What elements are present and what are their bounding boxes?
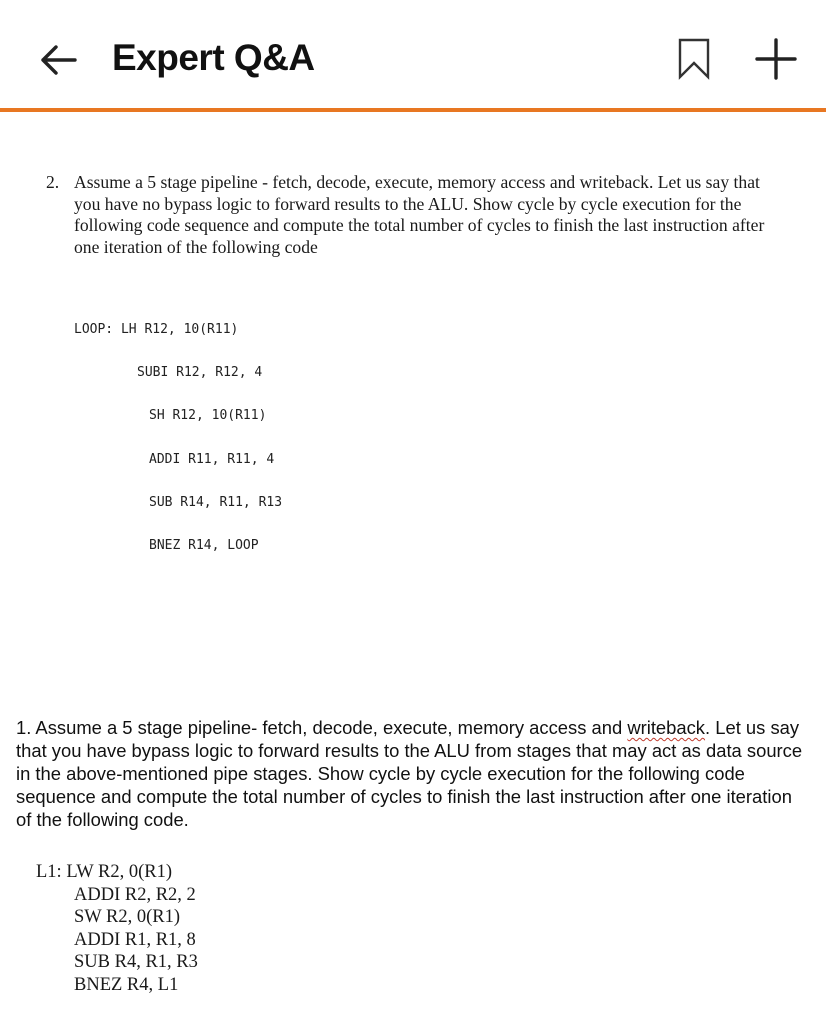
code-line: L1: LW R2, 0(R1) bbox=[36, 862, 172, 882]
question-1-text-end: . Let us say that you have bypass logic to forward results to the ALU from stages that may act as data source in the above-mentioned pipe stages. Show cycle by cycle execution for the following code sequence and compute the total number of cycles to finish the last instruction after one iteration of the following code. bbox=[16, 717, 803, 830]
spellcheck-word[interactable]: writeback bbox=[627, 717, 706, 738]
arrow-left-icon bbox=[39, 45, 77, 75]
plus-icon bbox=[755, 38, 797, 80]
code-line: ADDI R11, R11, 4 bbox=[149, 452, 275, 467]
code-line: SUBI R12, R12, 4 bbox=[137, 365, 263, 380]
code-line: SUB R14, R11, R13 bbox=[149, 495, 283, 510]
question-2 bbox=[46, 172, 776, 258]
question-2-text: Assume a 5 stage pipeline - fetch, decode, execute, memory access and writeback. Let us say that you have no bypass logic to forward results to the ALU. Show cycle by cycle execution for the following code sequence and compute the total number of cycles to finish the last instruction after one iteration of the following code bbox=[74, 172, 765, 257]
code-line: ADDI R1, R1, 8 bbox=[74, 930, 196, 950]
code-line: ADDI R2, R2, 2 bbox=[74, 885, 196, 905]
code-line: LOOP: LH R12, 10(R11) bbox=[74, 322, 239, 337]
code-line: SH R12, 10(R11) bbox=[149, 408, 267, 423]
code-line: SUB R4, R1, R3 bbox=[74, 952, 198, 972]
app-header bbox=[0, 0, 826, 112]
code-line: BNEZ R14, LOOP bbox=[149, 538, 259, 553]
question-1-text bbox=[16, 716, 806, 831]
question-2-number: 2. bbox=[46, 172, 60, 192]
add-button[interactable] bbox=[750, 36, 802, 82]
code-line: BNEZ R4, L1 bbox=[74, 975, 179, 995]
back-button[interactable] bbox=[36, 38, 80, 82]
question-1-text-start: 1. Assume a 5 stage pipeline- fetch, decode, execute, memory access and bbox=[16, 717, 628, 738]
bookmark-icon bbox=[677, 38, 711, 80]
code-line: SW R2, 0(R1) bbox=[74, 907, 181, 927]
page-title: Expert Q&A bbox=[112, 37, 315, 78]
bookmark-button[interactable] bbox=[672, 36, 716, 82]
